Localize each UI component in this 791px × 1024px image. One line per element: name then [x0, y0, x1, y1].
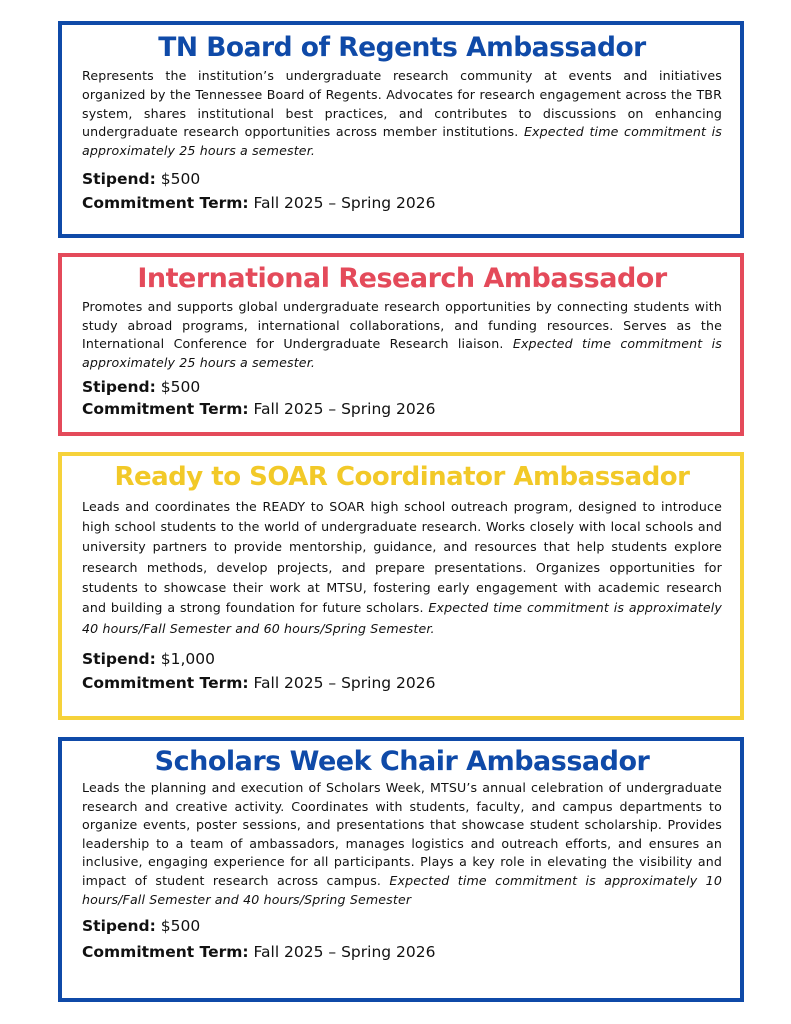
stipend-label: Stipend:	[82, 917, 156, 936]
term-row	[82, 939, 722, 965]
term-value: Fall 2025 – Spring 2026	[253, 673, 436, 692]
card-description	[82, 298, 722, 372]
stipend-value: $500	[160, 378, 201, 397]
card-description	[82, 497, 722, 639]
description-text: Leads and coordinates the READY to SOAR high school outreach program, designed to introduce high school students to the world of undergraduate research. Works closely with local schools and university partners to provide mentorship, guidance, and resources that help students explore research methods, develop projects, and prepare presentations. Organizes opportunities for students to showcase their work at MTSU, fostering early engagement with academic research and building a strong foundation for future scholars.	[82, 498, 722, 616]
term-row	[82, 398, 722, 420]
card-scholars-week-ambassador	[58, 737, 744, 1002]
term-row	[82, 671, 722, 695]
card-title: International Research Ambassador	[137, 263, 667, 294]
description-text: Promotes and supports global undergraduate research opportunities by connecting students with study abroad programs, international collaborations, and funding resources. Serves as the International Conference for Undergraduate Research liaison.	[82, 299, 722, 352]
term-value: Fall 2025 – Spring 2026	[253, 400, 436, 419]
term-value: Fall 2025 – Spring 2026	[253, 194, 436, 213]
stipend-label: Stipend:	[82, 649, 156, 668]
stipend-value: $500	[160, 170, 201, 189]
card-description	[82, 67, 722, 160]
term-label: Commitment Term:	[82, 400, 249, 419]
card-international-ambassador	[58, 253, 744, 436]
time-commitment: Expected time commitment is approximately 25 hours a semester.	[82, 336, 723, 370]
time-commitment: Expected time commitment is approximately 40 hours/Fall Semester and 60 hours/Spring Semester.	[82, 600, 722, 636]
card-title: Scholars Week Chair Ambassador	[154, 746, 650, 777]
term-label: Commitment Term:	[82, 943, 249, 962]
term-label: Commitment Term:	[82, 194, 249, 213]
card-description	[82, 779, 722, 909]
term-row	[82, 192, 722, 214]
stipend-value: $500	[160, 917, 201, 936]
time-commitment: Expected time commitment is approximately 25 hours a semester.	[82, 124, 723, 158]
stipend-value: $1,000	[160, 649, 216, 668]
card-tbr-ambassador	[58, 21, 744, 238]
stipend-row	[82, 647, 722, 671]
stipend-row	[82, 913, 722, 939]
stipend-label: Stipend:	[82, 170, 156, 189]
term-value: Fall 2025 – Spring 2026	[253, 943, 436, 962]
stipend-row	[82, 376, 722, 398]
time-commitment: Expected time commitment is approximately 10 hours/Fall Semester and 40 hours/Spring Semester	[82, 873, 722, 907]
stipend-row	[82, 168, 722, 190]
description-text: Leads the planning and execution of Scholars Week, MTSU’s annual celebration of undergraduate research and creative activity. Coordinates with students, faculty, and campus departments to organize events, poster sessions, and presentations that showcase student scholarship. Provides leadership to a team of ambassadors, manages logistics and outreach efforts, and ensures an inclusive, engaging experience for all participants. Plays a key role in elevating the visibility and impact of student research across campus.	[82, 780, 722, 889]
term-label: Commitment Term:	[82, 673, 249, 692]
stipend-label: Stipend:	[82, 378, 156, 397]
description-text: Represents the institution’s undergraduate research community at events and initiatives organized by the Tennessee Board of Regents. Advocates for research engagement across the TBR system, shares institutional best practices, and contributes to discussions on enhancing undergraduate research opportunities across member institutions.	[82, 68, 722, 140]
card-title: Ready to SOAR Coordinator Ambassador	[114, 462, 690, 492]
card-ready-to-soar-ambassador	[58, 452, 744, 720]
card-title: TN Board of Regents Ambassador	[158, 32, 646, 63]
